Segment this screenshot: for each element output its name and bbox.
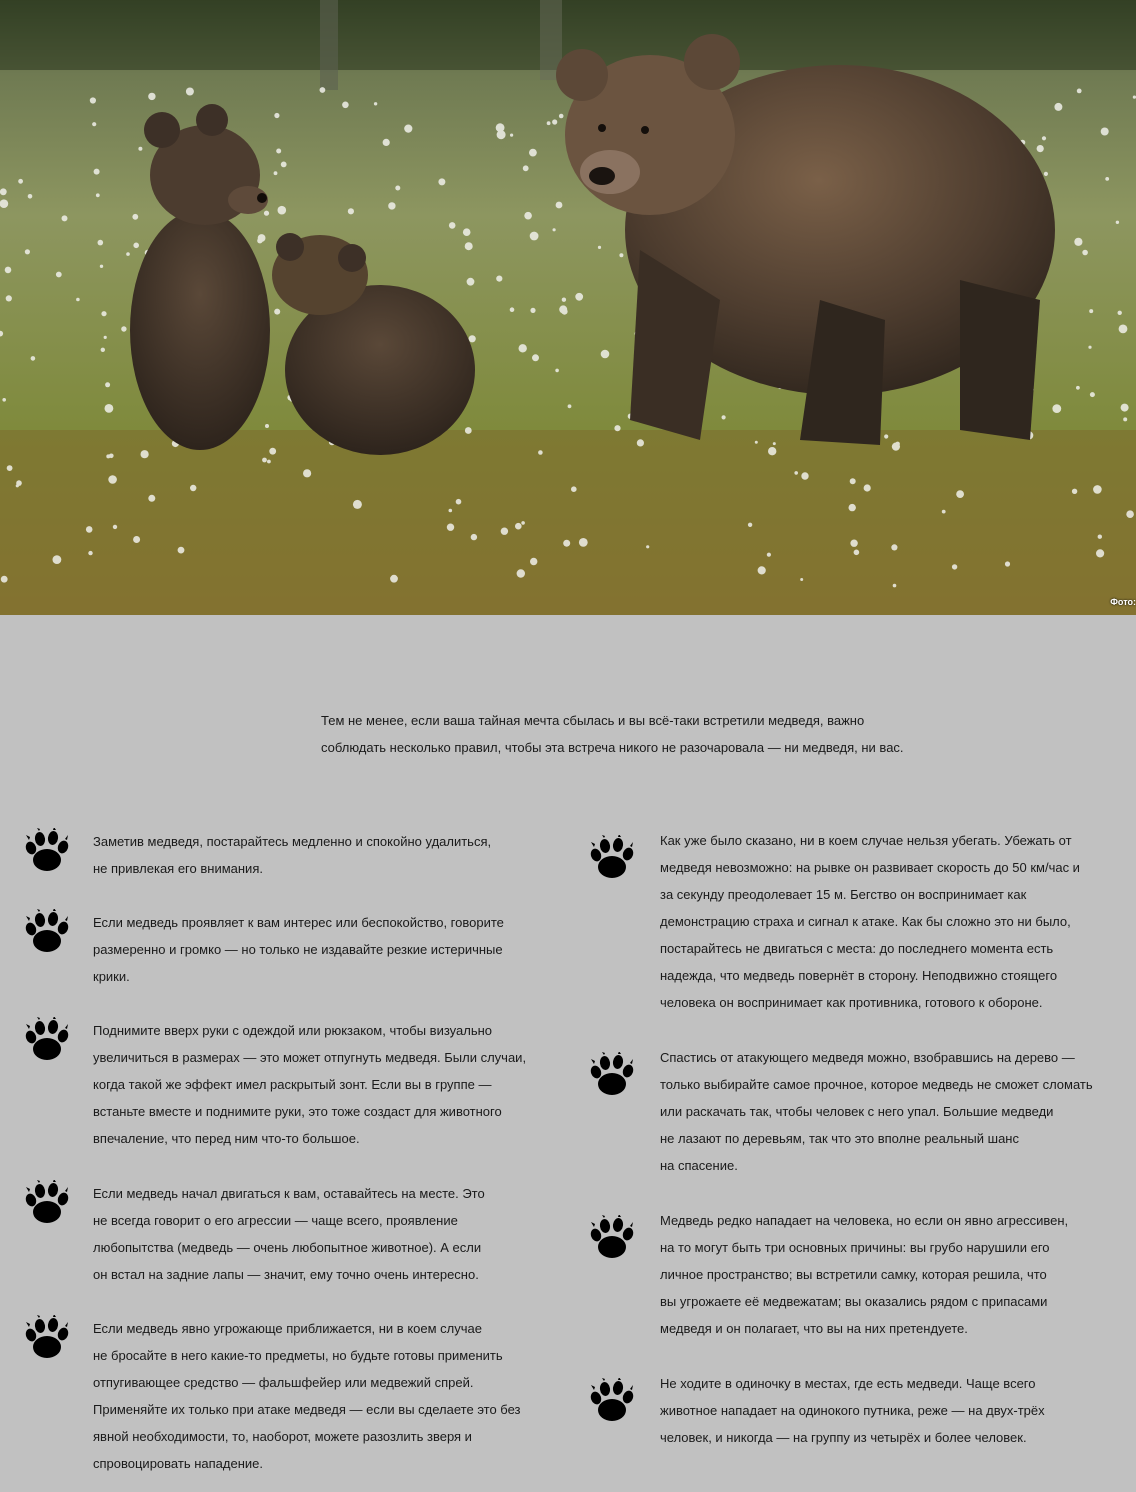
tip-line: человека он воспринимает как противника, готового к обороне.: [660, 995, 1043, 1010]
tip-line: Как уже было сказано, ни в коем случае нельзя убегать. Убежать от: [660, 833, 1072, 848]
tip-line: любопытства (медведь — очень любопытное животное). А если: [93, 1240, 482, 1255]
tip-line: на то могут быть три основных причины: вы грубо нарушили его: [660, 1240, 1050, 1255]
tip-line: размеренно и громко — но только не издавайте резкие истеричные: [93, 942, 503, 957]
tip-line: за секунду преодолевает 15 м. Бегство он воспринимает как: [660, 887, 1027, 902]
tip-line: только выбирайте самое прочное, которое медведь не сможет сломать: [660, 1077, 1093, 1092]
tip-text: [660, 1370, 1130, 1451]
bear-paw-icon: [25, 828, 69, 874]
tip-line: он встал на задние лапы — значит, ему точно очень интересно.: [93, 1267, 479, 1282]
bear-paw-icon: [590, 835, 634, 881]
tip-line: человек, и никогда — на группу из четырёх и более человек.: [660, 1430, 1027, 1445]
tip-line: когда такой же эффект имел раскрытый зонт. Если вы в группе —: [93, 1077, 492, 1092]
tip-line: Спастись от атакующего медведя можно, взобравшись на дерево —: [660, 1050, 1075, 1065]
tip-line: Применяйте их только при атаке медведя — если вы сделаете это без: [93, 1402, 521, 1417]
tip-line: встаньте вместе и поднимите руки, это тоже создаст для животного: [93, 1104, 502, 1119]
tip-line: Заметив медведя, постарайтесь медленно и спокойно удалиться,: [93, 834, 492, 849]
tip-line: увеличиться в размерах — это может отпугнуть медведя. Были случаи,: [93, 1050, 527, 1065]
intro-line: Тем не менее, если ваша тайная мечта сбылась и вы всё-таки встретили медведя, важно: [321, 713, 865, 728]
tip-line: Если медведь явно угрожающе приближается, ни в коем случае: [93, 1321, 482, 1336]
tip-text: [93, 909, 563, 990]
tip-text: [660, 1207, 1130, 1342]
tip-line: крики.: [93, 969, 130, 984]
bear-paw-icon: [25, 1017, 69, 1063]
tip-line: не лазают по деревьям, так что это вполне реальный шанс: [660, 1131, 1019, 1146]
tip-line: Не ходите в одиночку в местах, где есть медведи. Чаще всего: [660, 1376, 1036, 1391]
bear-paw-icon: [25, 1315, 69, 1361]
tip-line: постарайтесь не двигаться с места: до последнего момента есть: [660, 941, 1054, 956]
tip-line: явной необходимости, то, наоборот, можете разозлить зверя и: [93, 1429, 472, 1444]
tip-text: [93, 1180, 563, 1288]
tip-line: Поднимите вверх руки с одеждой или рюкзаком, чтобы визуально: [93, 1023, 493, 1038]
tip-line: животное нападает на одинокого путника, реже — на двух-трёх: [660, 1403, 1045, 1418]
tip-line: Медведь редко нападает на человека, но если он явно агрессивен,: [660, 1213, 1069, 1228]
tip-line: не всегда говорит о его агрессии — чаще всего, проявление: [93, 1213, 458, 1228]
tip-line: демонстрацию страха и сигнал к атаке. Как бы сложно это ни было,: [660, 914, 1071, 929]
bear-paw-icon: [25, 909, 69, 955]
tip-line: личное пространство; вы встретили самку, которая решила, что: [660, 1267, 1047, 1282]
tip-line: медведя и он полагает, что вы на них претендуете.: [660, 1321, 968, 1336]
bear-paw-icon: [25, 1180, 69, 1226]
tip-line: впечаление, что перед ним что-то большое.: [93, 1131, 360, 1146]
tip-line: Если медведь проявляет к вам интерес или беспокойство, говорите: [93, 915, 504, 930]
tip-line: отпугивающее средство — фальшфейер или медвежий спрей.: [93, 1375, 474, 1390]
bear-paw-icon: [590, 1215, 634, 1261]
tip-text: [93, 828, 563, 882]
intro-paragraph: [321, 707, 961, 761]
tip-line: надежда, что медведь повернёт в сторону. Неподвижно стоящего: [660, 968, 1058, 983]
photo-caption: Фото:: [1110, 597, 1136, 607]
tip-line: не привлекая его внимания.: [93, 861, 263, 876]
bear-paw-icon: [590, 1378, 634, 1424]
hero-photo: [0, 0, 1136, 615]
intro-line: соблюдать несколько правил, чтобы эта встреча никого не разочаровала — ни медведя, ни вас.: [321, 740, 904, 755]
tip-line: Если медведь начал двигаться к вам, оставайтесь на месте. Это: [93, 1186, 485, 1201]
tip-line: или раскачать так, чтобы человек с него упал. Большие медведи: [660, 1104, 1054, 1119]
tip-line: вы угрожаете её медвежатам; вы оказались рядом с припасами: [660, 1294, 1048, 1309]
tip-text: [93, 1315, 563, 1477]
tip-line: на спасение.: [660, 1158, 738, 1173]
tip-text: [660, 827, 1130, 1016]
tip-line: не бросайте в него какие-то предметы, но будьте готовы применить: [93, 1348, 503, 1363]
bear-family-image: [0, 0, 1136, 615]
tip-text: [660, 1044, 1130, 1179]
bear-paw-icon: [590, 1052, 634, 1098]
tip-text: [93, 1017, 563, 1152]
tip-line: спровоцировать нападение.: [93, 1456, 263, 1471]
tip-line: медведя невозможно: на рывке он развивает скорость до 50 км/час и: [660, 860, 1080, 875]
